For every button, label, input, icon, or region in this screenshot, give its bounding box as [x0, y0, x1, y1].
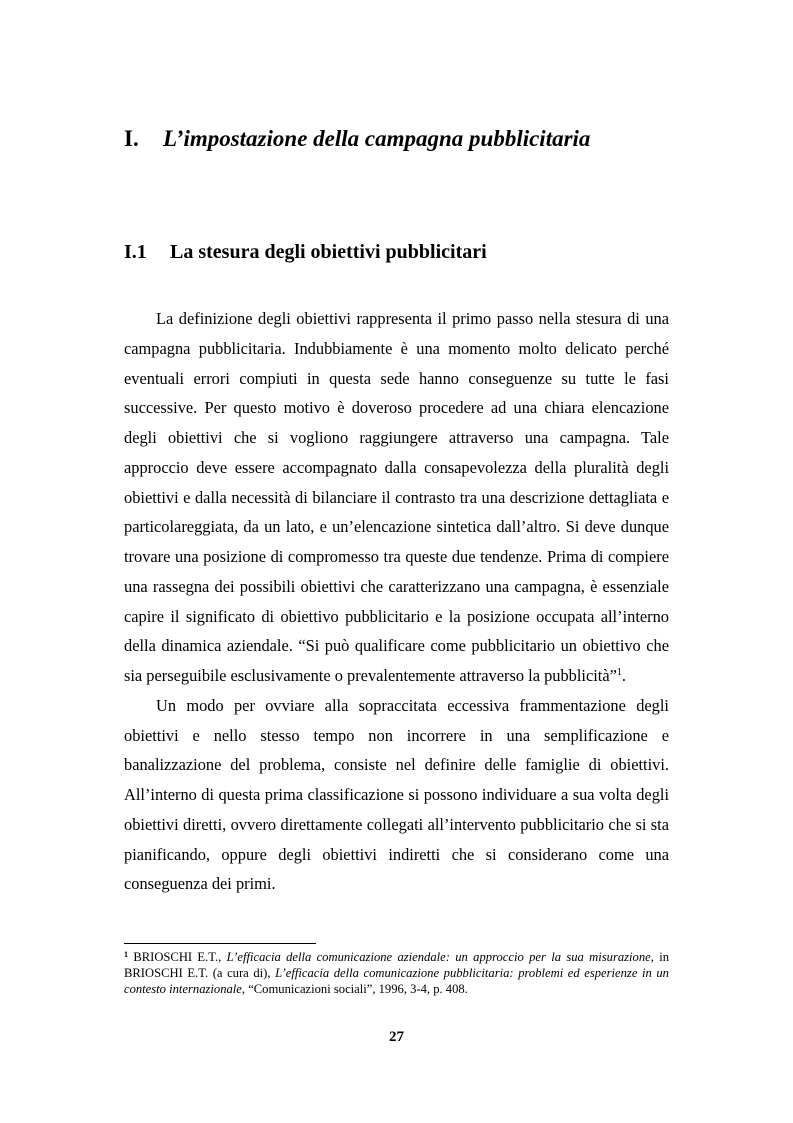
footnote-marker: 1 [124, 950, 128, 959]
chapter-number: I. [124, 126, 139, 151]
section-title-text: La stesura degli obiettivi pubblicitari [170, 241, 487, 263]
footnote-editor: , in BRIOSCHI E.T. (a cura di), [124, 950, 670, 980]
footnote [124, 949, 669, 997]
footnote-reference[interactable]: 1 [616, 667, 622, 678]
paragraph [124, 691, 669, 899]
paragraph-text: Un modo per ovviare alla sopraccitata eccessiva frammentazione degli obiettivi e nello stesso tempo non incorrere in una semplificazione e banalizzazione del problema, consiste nel definire delle famiglie di obiettivi. All’interno di questa prima classificazione si possono individuare a sua volta degli obiettivi diretti, ovvero direttamente collegati all’intervento pubblicitario che si sta pianificando, oppure degli obiettivi indiretti che si considerano come una conseguenza dei primi. [124, 695, 669, 894]
section-title [124, 241, 684, 264]
footnote-divider [124, 943, 316, 944]
paragraph-text: La definizione degli obiettivi rappresenta il primo passo nella stesura di una campagna pubblicitaria. Indubbiamente è una momento molto delicato perché eventuali errori compiuti in questa sede hanno conseguenze su tutte le fasi successive. Per questo motivo è doveroso procedere ad una chiara elencazione degli obiettivi che si vogliono raggiungere attraverso una campagna. Tale approccio deve essere accompagnato dalla consapevolezza della pluralità degli obiettivi e dalla necessità di bilanciare il contrasto tra una descrizione dettagliata e particolareggiata, da un lato, e un’elencazione sintetica dall’altro. Si deve dunque trovare una posizione di compromesso tra queste due tendenze. Prima di compiere una rassegna dei possibili obiettivi che caratterizzano una campagna, è essenziale capire il significato di obiettivo pubblicitario e la posizione occupata all’interno della dinamica aziendale. “Si può qualificare come pubblicitario un obiettivo che sia perseguibile esclusivamente o prevalentemente attraverso la pubblicità” [124, 309, 669, 685]
page-number: 27 [389, 1029, 404, 1045]
footnote-source: , “Comunicazioni sociali”, 1996, 3-4, p. 408. [241, 982, 468, 996]
chapter-title-text: L’impostazione della campagna pubblicitaria [163, 126, 591, 151]
section-number: I.1 [124, 241, 147, 263]
paragraph [124, 304, 669, 691]
footnote-title-2: L’efficacia della comunicazione pubblicitaria: problemi ed esperienze in un contesto internazionale [124, 966, 669, 996]
chapter-title [124, 126, 684, 152]
body-text [124, 304, 669, 899]
paragraph-tail: . [621, 666, 626, 685]
footnote-title-1: L’efficacia della comunicazione aziendale: un approccio per la sua misurazione [226, 950, 651, 964]
footnote-author: BRIOSCHI E.T., [128, 950, 227, 964]
